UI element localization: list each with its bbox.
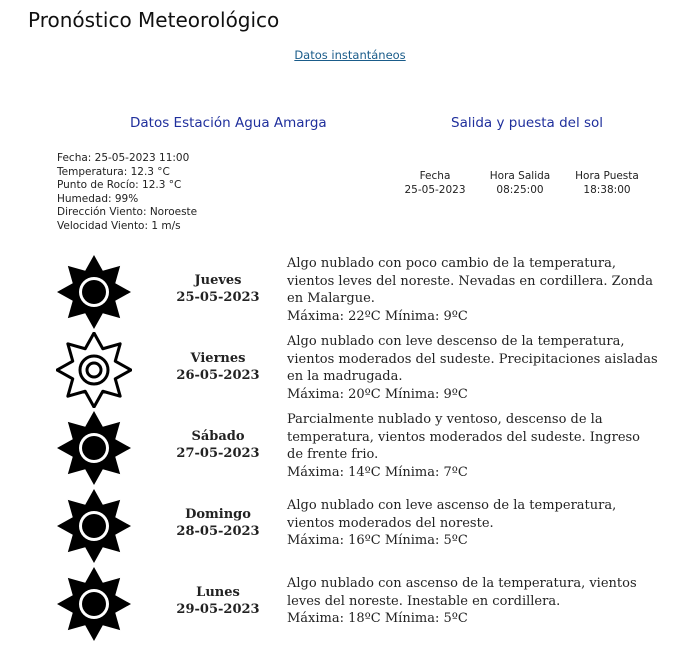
forecast-description-block — [287, 255, 659, 325]
sun-date-label: Fecha — [419, 170, 451, 182]
forecast-day-name: Sábado — [191, 429, 245, 444]
page-title: Pronóstico Meteorológico — [28, 8, 280, 32]
station-info — [57, 152, 197, 233]
forecast-description-block — [287, 333, 659, 403]
forecast-date: 27-05-2023 — [176, 446, 260, 461]
instant-data-link[interactable]: Datos instantáneos — [294, 48, 406, 62]
station-humidity: Humedad: 99% — [57, 192, 139, 205]
forecast-day-name: Domingo — [185, 507, 251, 522]
forecast-day-block — [168, 506, 268, 540]
station-heading: Datos Estación Agua Amarga — [130, 115, 327, 131]
forecast-date: 25-05-2023 — [176, 290, 260, 305]
sunset-value: 18:38:00 — [583, 183, 631, 196]
forecast-description-block — [287, 575, 659, 628]
sun-icon — [56, 410, 132, 486]
forecast-minmax: Máxima: 22ºC Mínima: 9ºC — [287, 308, 468, 324]
forecast-description: Algo nublado con poco cambio de la temperatura, vientos leves del noreste. Nevadas en cordillera. Zonda en Malargue. — [287, 256, 653, 306]
station-wind-speed: Velocidad Viento: 1 m/s — [57, 219, 181, 232]
forecast-day-block — [168, 428, 268, 462]
forecast-description: Algo nublado con leve ascenso de la temperatura, vientos moderados del noreste. — [287, 498, 617, 531]
forecast-day-block — [168, 584, 268, 618]
sun-icon — [56, 566, 132, 642]
forecast-date: 26-05-2023 — [176, 368, 260, 383]
station-date: Fecha: 25-05-2023 11:00 — [57, 152, 190, 164]
forecast-minmax: Máxima: 18ºC Mínima: 5ºC — [287, 611, 468, 626]
sunrise-column — [484, 170, 556, 197]
forecast-row — [0, 328, 700, 406]
sun-icon — [56, 488, 132, 564]
forecast-minmax: Máxima: 14ºC Mínima: 7ºC — [287, 464, 468, 480]
sunrise-value: 08:25:00 — [496, 183, 544, 196]
forecast-date: 28-05-2023 — [176, 524, 260, 539]
forecast-row — [0, 484, 700, 562]
station-wind-direction: Dirección Viento: Noroeste — [57, 206, 198, 218]
sun-outline-icon — [56, 332, 132, 408]
sun-date-column — [400, 170, 470, 197]
forecast-description: Parcialmente nublado y ventoso, descenso de la temperatura, vientos moderados del sudeste. Ingreso de frente frio. — [287, 412, 641, 462]
forecast-day-name: Viernes — [190, 351, 246, 366]
forecast-description-block — [287, 411, 659, 481]
forecast-day-block — [168, 350, 268, 384]
sun-icon — [56, 254, 132, 330]
sunset-column — [568, 170, 646, 197]
sunset-label: Hora Puesta — [575, 170, 639, 182]
sun-date-value: 25-05-2023 — [404, 183, 466, 196]
station-dew-point: Punto de Rocío: 12.3 °C — [57, 179, 182, 191]
forecast-row — [0, 250, 700, 328]
forecast-description: Algo nublado con leve descenso de la temperatura, vientos moderados del sudeste. Precipitaciones aisladas en la madrugada. — [287, 334, 658, 384]
sun-heading: Salida y puesta del sol — [451, 115, 604, 131]
forecast-minmax: Máxima: 16ºC Mínima: 5ºC — [287, 533, 468, 548]
forecast-day-name: Jueves — [194, 273, 242, 288]
forecast-date: 29-05-2023 — [176, 602, 260, 617]
forecast-row — [0, 562, 700, 640]
station-temperature: Temperatura: 12.3 °C — [57, 165, 170, 178]
forecast-day-name: Lunes — [196, 585, 240, 600]
forecast-day-block — [168, 272, 268, 306]
forecast-description: Algo nublado con ascenso de la temperatura, vientos leves del noreste. Inestable en cordillera. — [287, 576, 637, 609]
forecast-description-block — [287, 497, 659, 550]
sunrise-label: Hora Salida — [489, 170, 551, 182]
forecast-row — [0, 406, 700, 484]
forecast-minmax: Máxima: 20ºC Mínima: 9ºC — [287, 386, 468, 402]
